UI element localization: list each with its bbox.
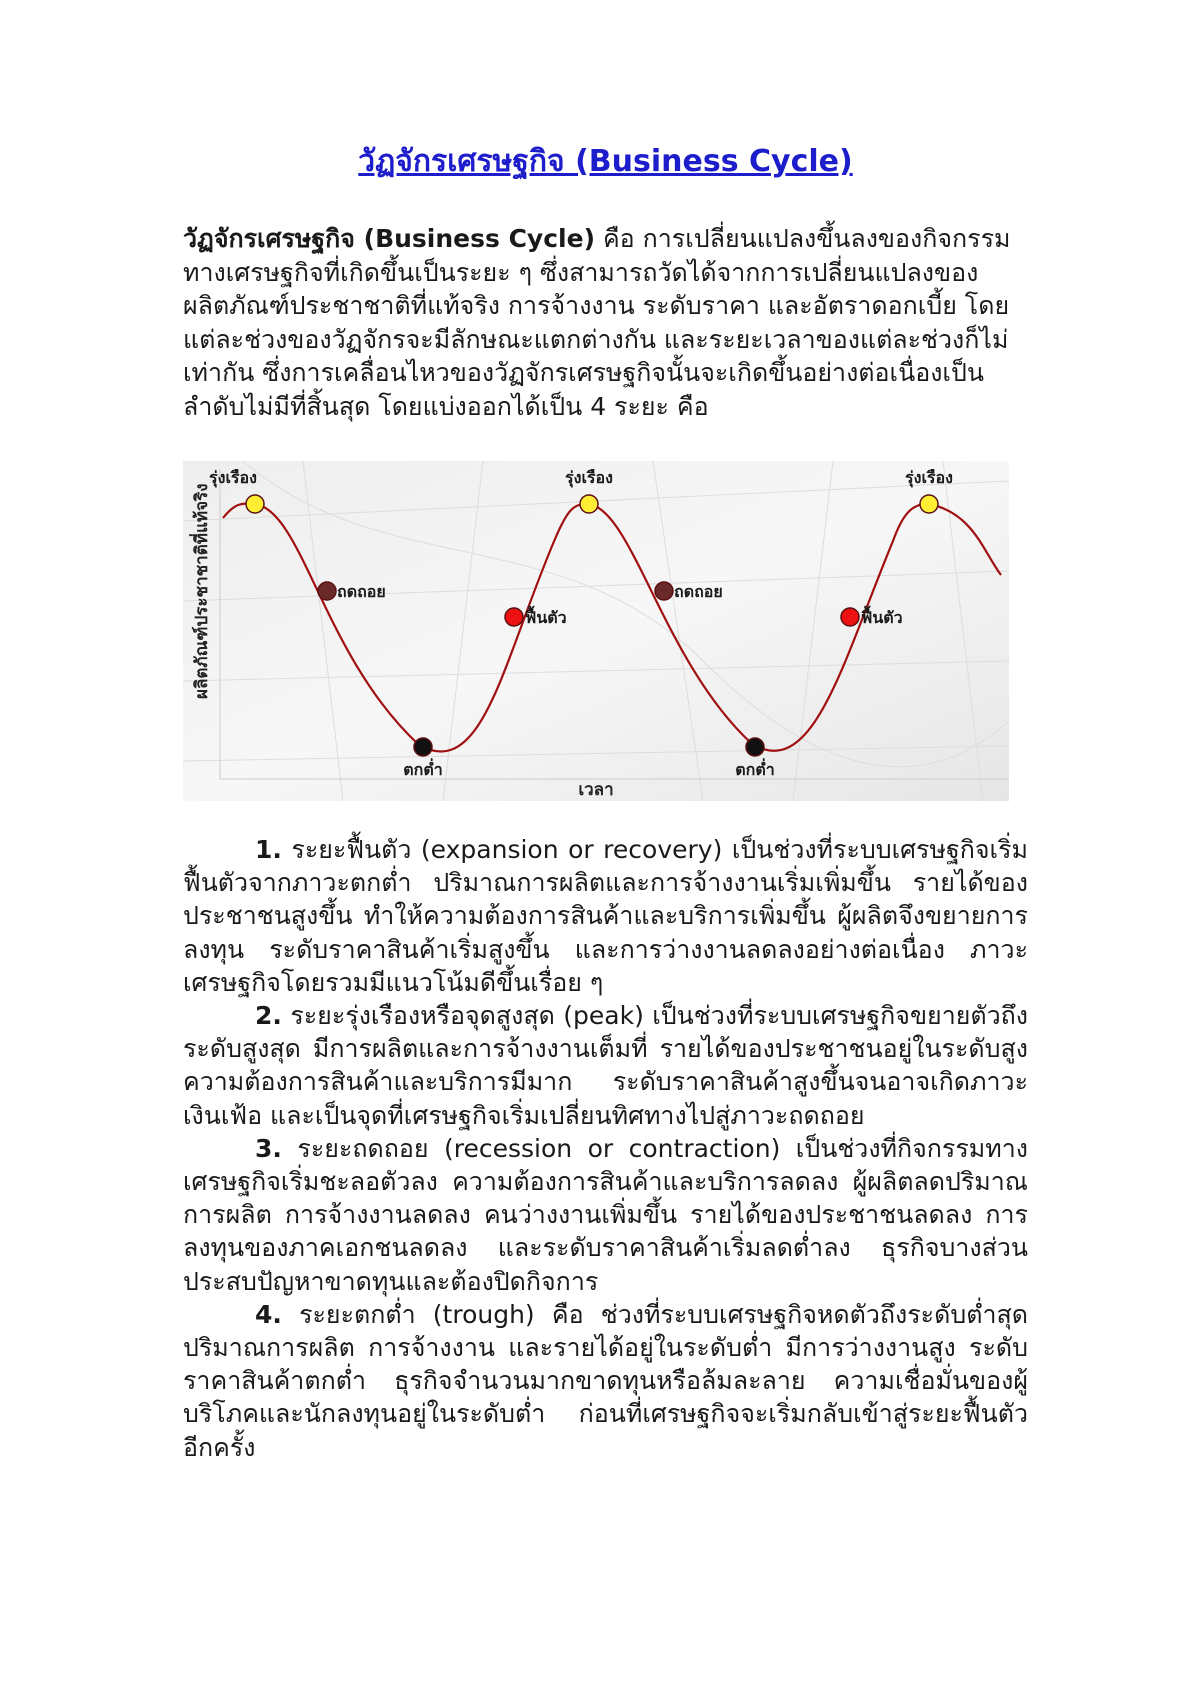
trough-label: ตกต่ำ xyxy=(735,760,775,779)
business-cycle-figure xyxy=(183,461,1009,801)
y-axis-label: ผลิตภัณฑ์ประชาชาติที่แท้จริง xyxy=(192,483,212,699)
phase-heading: ระยะถดถอย (recession or contraction) xyxy=(297,1133,781,1163)
phase-item xyxy=(183,1132,1028,1298)
trough-label: ตกต่ำ xyxy=(403,760,443,779)
trough-marker xyxy=(414,738,432,756)
phase-number: 2. xyxy=(255,1001,282,1031)
intro-paragraph xyxy=(183,222,1028,423)
peak-marker xyxy=(580,495,598,513)
recession-marker xyxy=(655,582,673,600)
phase-number: 4. xyxy=(255,1299,282,1329)
peak-label: รุ่งเรือง xyxy=(565,468,613,487)
peak-marker xyxy=(246,495,264,513)
peak-label: รุ่งเรือง xyxy=(905,468,953,487)
phase-heading: ระยะตกต่ำ (trough) xyxy=(299,1299,535,1329)
document-page xyxy=(183,140,1028,1464)
trough-marker xyxy=(746,738,764,756)
phase-item xyxy=(183,833,1028,999)
phase-description: คือ ช่วงที่ระบบเศรษฐกิจหดตัวถึงระดับต่ำสุด ปริมาณการผลิต การจ้างงาน และรายได้อยู่ในระดับต่ำ มีการว่างงานสูง ระดับราคาสินค้าตกต่ำ ธุรกิจจำนวนมากขาดทุนหรือล้มละลาย ความเชื่อมั่นของผู้บริโภคและนักลงทุนอยู่ในระดับต่ำ ก่อนที่เศรษฐกิจจะเริ่มกลับเข้าสู่ระยะฟื้นตัวอีกครั้ง xyxy=(183,1299,1028,1462)
recovery-label: ฟื้นตัว xyxy=(525,608,567,627)
phase-heading: ระยะฟื้นตัว (expansion or recovery) xyxy=(291,835,723,864)
phase-item xyxy=(183,1298,1028,1464)
business-cycle-diagram xyxy=(183,461,1009,801)
phase-description: เป็นช่วงที่ระบบเศรษฐกิจขยายตัวถึงระดับสูงสุด มีการผลิตและการจ้างงานเต็มที่ รายได้ของประชาชนอยู่ในระดับสูง ความต้องการสินค้าและบริการมีมาก ระดับราคาสินค้าสูงขึ้นจนอาจเกิดภาวะเงินเฟ้อ และเป็นจุดที่เศรษฐกิจเริ่มเปลี่ยนทิศทางไปสู่ภาวะถดถอย xyxy=(183,1001,1028,1130)
peak-marker xyxy=(920,495,938,513)
phase-number: 1. xyxy=(255,835,282,864)
figure-background xyxy=(183,461,1009,801)
phase-item xyxy=(183,999,1028,1132)
phase-description: เป็นช่วงที่ระบบเศรษฐกิจเริ่มฟื้นตัวจากภาวะตกต่ำ ปริมาณการผลิตและการจ้างงานเริ่มเพิ่มขึ้น รายได้ของประชาชนสูงขึ้น ทำให้ความต้องการสินค้าและบริการเพิ่มขึ้น ผู้ผลิตจึงขยายการลงทุน ระดับราคาสินค้าเริ่มสูงขึ้น และการว่างงานลดลงอย่างต่อเนื่อง ภาวะเศรษฐกิจโดยรวมมีแนวโน้มดีขึ้นเรื่อย ๆ xyxy=(183,835,1028,997)
x-axis-label: เวลา xyxy=(578,780,614,800)
recovery-marker xyxy=(841,608,859,626)
phase-list xyxy=(183,833,1028,1464)
phase-number: 3. xyxy=(255,1133,282,1163)
recession-label: ถดถอย xyxy=(674,582,723,601)
recession-label: ถดถอย xyxy=(337,582,386,601)
peak-label: รุ่งเรือง xyxy=(209,468,257,487)
phase-description: เป็นช่วงที่กิจกรรมทางเศรษฐกิจเริ่มชะลอตัวลง ความต้องการสินค้าและบริการลดลง ผู้ผลิตลดปริมาณการผลิต การจ้างงานลดลง คนว่างงานเพิ่มขึ้น รายได้ของประชาชนลดลง การลงทุนของภาคเอกชนลดลง และระดับราคาสินค้าเริ่มลดต่ำลง ธุรกิจบางส่วนประสบปัญหาขาดทุนและต้องปิดกิจการ xyxy=(183,1133,1028,1296)
intro-lead: วัฏจักรเศรษฐกิจ (Business Cycle) xyxy=(183,224,595,253)
phase-heading: ระยะรุ่งเรืองหรือจุดสูงสุด (peak) xyxy=(290,1001,644,1031)
intro-body: คือ การเปลี่ยนแปลงขึ้นลงของกิจกรรมทางเศรษฐกิจที่เกิดขึ้นเป็นระยะ ๆ ซึ่งสามารถวัดได้จากการเปลี่ยนแปลงของผลิตภัณฑ์ประชาชาติที่แท้จริง การจ้างงาน ระดับราคา และอัตราดอกเบี้ย โดยแต่ละช่วงของวัฏจักรจะมีลักษณะแตกต่างกัน และระยะเวลาของแต่ละช่วงก็ไม่เท่ากัน ซึ่งการเคลื่อนไหวของวัฏจักรเศรษฐกิจนั้นจะเกิดขึ้นอย่างต่อเนื่องเป็นลำดับไม่มีที่สิ้นสุด โดยแบ่งออกได้เป็น 4 ระยะ คือ xyxy=(183,224,1011,421)
recession-marker xyxy=(318,582,336,600)
recovery-marker xyxy=(505,608,523,626)
recovery-label: ฟื้นตัว xyxy=(861,608,903,627)
document-title[interactable]: วัฏจักรเศรษฐกิจ (Business Cycle) xyxy=(358,144,853,179)
